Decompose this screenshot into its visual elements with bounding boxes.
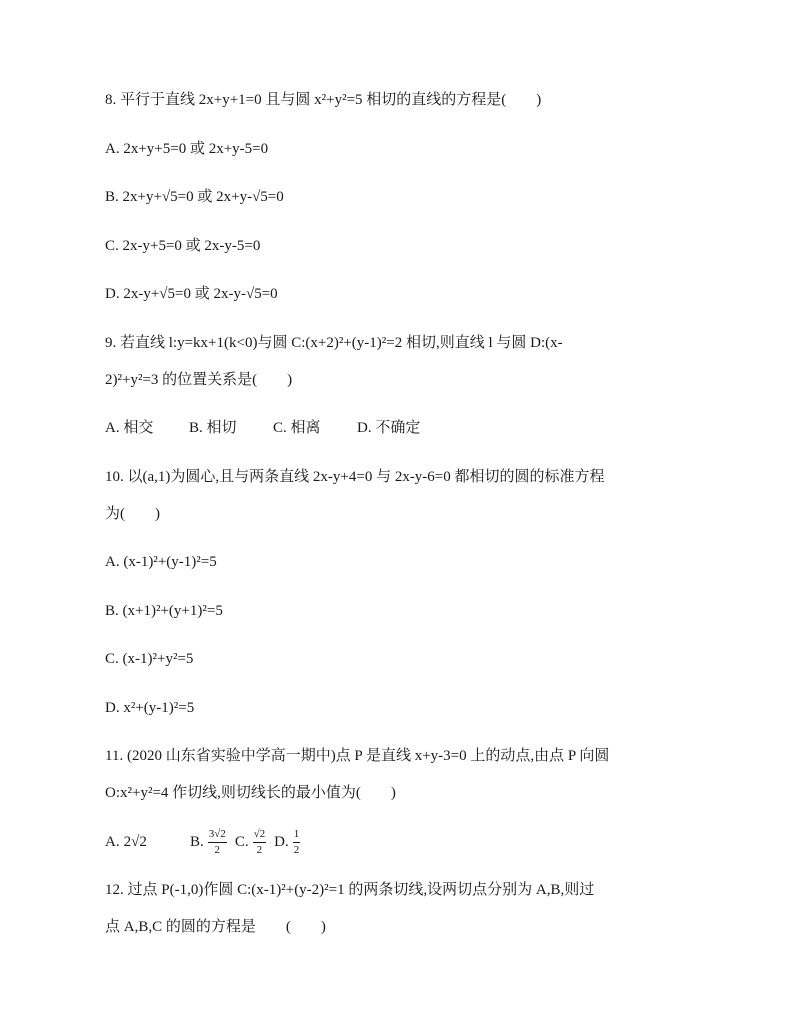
fraction-denominator: 2	[214, 843, 221, 856]
question-8-stem	[105, 82, 734, 119]
stem-line: 点 A,B,C 的圆的方程是 ( )	[105, 919, 326, 935]
option-text: A. (x-1)²+(y-1)²=5	[105, 554, 217, 570]
fraction-denominator: 2	[293, 843, 300, 856]
question-10-option-b	[105, 593, 734, 630]
question-12-stem	[105, 872, 734, 946]
fraction-numerator: √2	[253, 828, 267, 842]
question-8-option-a	[105, 131, 734, 168]
question-9-options	[105, 410, 734, 447]
option-label: C.	[234, 833, 249, 850]
question-10-option-a	[105, 544, 734, 581]
question-9-stem	[105, 325, 734, 399]
option-text: B. (x+1)²+(y+1)²=5	[105, 602, 223, 619]
option-label: A.	[105, 833, 120, 850]
fraction-denominator: 2	[256, 843, 263, 856]
option-d	[274, 828, 300, 855]
option-b	[190, 828, 227, 855]
option-text: B. 2x+y+√5=0 或 2x+y-√5=0	[105, 189, 284, 205]
option-a	[105, 835, 190, 850]
question-8-option-c	[105, 228, 734, 265]
options-row	[105, 410, 734, 447]
question-8-option-d	[105, 276, 734, 313]
question-8-option-b	[105, 179, 734, 216]
option-text: D. x²+(y-1)²=5	[105, 699, 195, 716]
option-b: B. 相切	[189, 420, 237, 436]
option-label: B.	[190, 833, 204, 850]
question-10-option-d	[105, 690, 734, 727]
question-11-options	[105, 824, 734, 861]
fraction-numerator: 1	[293, 828, 301, 842]
options-row	[105, 824, 734, 861]
fraction-numerator: 3√2	[208, 828, 227, 842]
option-a: A. 相交	[105, 420, 154, 436]
option-d: D. 不确定	[357, 420, 421, 436]
question-10-stem	[105, 459, 734, 533]
fraction	[293, 828, 301, 855]
fraction	[208, 828, 227, 855]
option-c: C. 相离	[273, 420, 321, 436]
stem-line: 8. 平行于直线 2x+y+1=0 且与圆 x²+y²=5 相切的直线的方程是( )	[105, 92, 542, 108]
question-10-option-c	[105, 641, 734, 678]
stem-line: 2)²+y²=3 的位置关系是( )	[105, 371, 293, 388]
question-11-stem	[105, 738, 734, 812]
option-label: D.	[274, 833, 289, 850]
stem-line: 9. 若直线 l:y=kx+1(k<0)与圆 C:(x+2)²+(y-1)²=2 相切,则直线 l 与圆 D:(x-	[105, 334, 563, 351]
stem-line: O:x²+y²=4 作切线,则切线长的最小值为( )	[105, 785, 396, 801]
option-text: C. 2x-y+5=0 或 2x-y-5=0	[105, 237, 261, 254]
stem-line: 为( )	[105, 505, 160, 522]
fraction	[253, 828, 267, 855]
option-text: D. 2x-y+√5=0 或 2x-y-√5=0	[105, 286, 278, 302]
stem-line: 12. 过点 P(-1,0)作圆 C:(x-1)²+(y-2)²=1 的两条切线,设两切点分别为 A,B,则过	[105, 882, 595, 898]
stem-line: 11. (2020 山东省实验中学高一期中)点 P 是直线 x+y-3=0 上的动点,由点 P 向圆	[105, 748, 610, 764]
option-value: 2√2	[123, 833, 147, 850]
stem-line: 10. 以(a,1)为圆心,且与两条直线 2x-y+4=0 与 2x-y-6=0 都相切的圆的标准方程	[105, 468, 605, 485]
option-text: C. (x-1)²+y²=5	[105, 651, 194, 667]
option-text: A. 2x+y+5=0 或 2x+y-5=0	[105, 140, 269, 157]
option-c	[235, 828, 266, 855]
